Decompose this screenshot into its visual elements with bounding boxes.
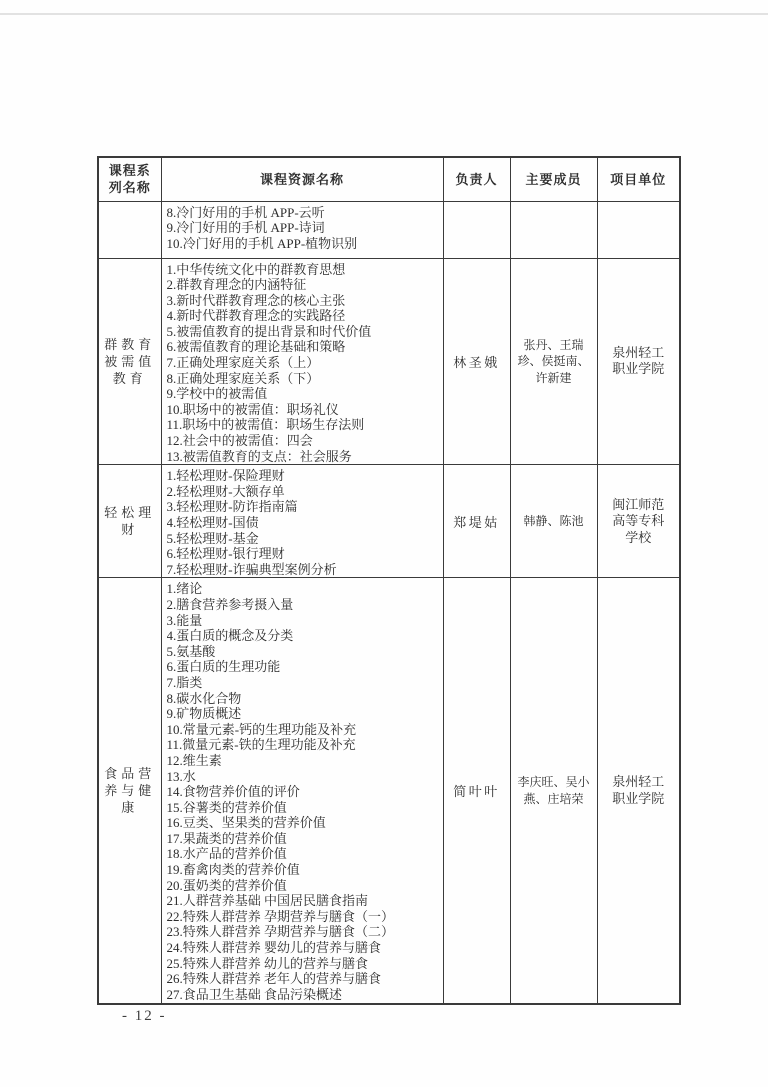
table-row bbox=[98, 201, 680, 258]
resource-items-cell bbox=[161, 201, 443, 258]
course-resource-item: 6.轻松理财-银行理财 bbox=[166, 546, 285, 562]
course-resource-item: 15.谷薯类的营养价值 bbox=[166, 799, 287, 815]
leader-cell: 林圣娥 bbox=[443, 258, 510, 465]
course-resource-item: 5.被需值教育的提出背景和时代价值 bbox=[166, 323, 372, 339]
header-course-series: 课程系列名称 bbox=[98, 157, 161, 201]
course-resource-item: 16.豆类、坚果类的营养价值 bbox=[166, 815, 326, 831]
course-resource-item: 10.常量元素-钙的生理功能及补充 bbox=[166, 721, 357, 737]
course-resource-item: 14.食物营养价值的评价 bbox=[166, 784, 300, 800]
resource-items-cell bbox=[161, 465, 443, 578]
course-resource-item: 7.正确处理家庭关系（上） bbox=[166, 355, 320, 371]
course-resource-item: 4.轻松理财-国债 bbox=[166, 515, 259, 530]
course-resource-item: 4.新时代群教育理念的实践路径 bbox=[166, 308, 346, 324]
course-resource-item: 6.蛋白质的生理功能 bbox=[166, 659, 281, 675]
course-resource-table bbox=[97, 156, 681, 1005]
leader-cell: 简叶叶 bbox=[443, 578, 510, 1004]
course-resource-item: 23.特殊人群营养 孕期营养与膳食（二） bbox=[166, 924, 395, 940]
members-cell: 张丹、王瑞珍、侯挺南、许新建 bbox=[510, 258, 597, 465]
course-resource-item: 13.被需值教育的支点：社会服务 bbox=[166, 448, 352, 464]
course-resource-item: 26.特殊人群营养 老年人的营养与膳食 bbox=[166, 971, 382, 987]
unit-cell: 泉州轻工职业学院 bbox=[597, 578, 680, 1004]
unit-cell: 闽江师范高等专科学校 bbox=[597, 465, 680, 578]
course-resource-item: 7.轻松理财-诈骗典型案例分析 bbox=[166, 561, 337, 577]
course-resource-item: 1.中华传统文化中的群教育思想 bbox=[166, 261, 346, 277]
course-resource-item: 18.水产品的营养价值 bbox=[166, 846, 287, 862]
course-resource-item: 9.矿物质概述 bbox=[166, 706, 242, 722]
course-resource-item: 19.畜禽肉类的营养价值 bbox=[166, 862, 300, 878]
course-resource-item: 2.轻松理财-大额存单 bbox=[166, 483, 285, 499]
table-body bbox=[98, 201, 680, 1004]
leader-cell: 郑堤姑 bbox=[443, 465, 510, 578]
course-resource-item: 12.维生素 bbox=[166, 752, 222, 768]
members-cell bbox=[510, 201, 597, 258]
course-resource-item: 4.蛋白质的概念及分类 bbox=[166, 628, 294, 644]
leader-cell bbox=[443, 201, 510, 258]
course-resource-item: 12.社会中的被需值：四会 bbox=[166, 433, 313, 449]
course-resource-item: 11.微量元素-铁的生理功能及补充 bbox=[166, 737, 356, 753]
course-resource-item: 7.脂类 bbox=[166, 674, 203, 690]
members-cell: 韩静、陈池 bbox=[510, 465, 597, 578]
series-name-cell: 轻松理财 bbox=[98, 465, 161, 578]
course-resource-item: 20.蛋奶类的营养价值 bbox=[166, 877, 287, 893]
course-resource-item: 11.职场中的被需值：职场生存法则 bbox=[166, 417, 365, 433]
course-resource-item: 8.冷门好用的手机 APP-云听 bbox=[166, 204, 325, 220]
table-header-row bbox=[98, 157, 680, 201]
course-resource-item: 21.人群营养基础 中国居民膳食指南 bbox=[166, 893, 369, 909]
table-row bbox=[98, 578, 680, 1004]
course-resource-item: 2.膳食营养参考摄入量 bbox=[166, 596, 294, 612]
series-name-cell: 食品营养与健康 bbox=[98, 578, 161, 1004]
course-resource-item: 27.食品卫生基础 食品污染概述 bbox=[166, 986, 343, 1002]
unit-cell: 泉州轻工职业学院 bbox=[597, 258, 680, 465]
course-resource-item: 3.轻松理财-防诈指南篇 bbox=[166, 499, 298, 515]
members-cell: 李庆旺、吴小燕、庄培荣 bbox=[510, 578, 597, 1004]
table-row bbox=[98, 465, 680, 578]
scan-artifact-line bbox=[0, 13, 768, 15]
table-row bbox=[98, 258, 680, 465]
course-resource-item: 24.特殊人群营养 婴幼儿的营养与膳食 bbox=[166, 940, 382, 956]
course-resource-item: 3.能量 bbox=[166, 612, 203, 628]
course-resource-item: 2.群教育理念的内涵特征 bbox=[166, 277, 307, 293]
header-members: 主要成员 bbox=[510, 157, 597, 201]
series-name-cell bbox=[98, 201, 161, 258]
resource-items-cell bbox=[161, 258, 443, 465]
header-leader: 负责人 bbox=[443, 157, 510, 201]
course-resource-item: 25.特殊人群营养 幼儿的营养与膳食 bbox=[166, 955, 369, 971]
course-resource-item: 6.被需值教育的理论基础和策略 bbox=[166, 339, 346, 355]
resource-items-cell bbox=[161, 578, 443, 1004]
course-resource-item: 9.学校中的被需值 bbox=[166, 386, 268, 402]
course-resource-item: 10.职场中的被需值：职场礼仪 bbox=[166, 401, 339, 417]
course-resource-item: 5.轻松理财-基金 bbox=[166, 530, 259, 546]
course-resource-item: 17.果蔬类的营养价值 bbox=[166, 830, 287, 846]
course-resource-item: 8.碳水化合物 bbox=[166, 690, 242, 706]
header-unit: 项目单位 bbox=[597, 157, 680, 201]
course-resource-item: 1.绪论 bbox=[166, 581, 203, 597]
course-resource-item: 22.特殊人群营养 孕期营养与膳食（一） bbox=[166, 908, 395, 924]
course-resource-item: 1.轻松理财-保险理财 bbox=[166, 468, 285, 484]
course-resource-item: 5.氨基酸 bbox=[166, 643, 216, 659]
course-resource-item: 13.水 bbox=[166, 768, 196, 784]
course-resource-item: 3.新时代群教育理念的核心主张 bbox=[166, 292, 346, 308]
course-resource-item: 9.冷门好用的手机 APP-诗词 bbox=[166, 220, 325, 236]
page-number: - 12 - bbox=[122, 1008, 167, 1024]
course-resource-item: 8.正确处理家庭关系（下） bbox=[166, 370, 320, 386]
series-name-cell: 群教育被需值教育 bbox=[98, 258, 161, 465]
course-resource-item: 10.冷门好用的手机 APP-植物识别 bbox=[166, 235, 358, 251]
unit-cell bbox=[597, 201, 680, 258]
header-resource-name: 课程资源名称 bbox=[161, 157, 443, 201]
